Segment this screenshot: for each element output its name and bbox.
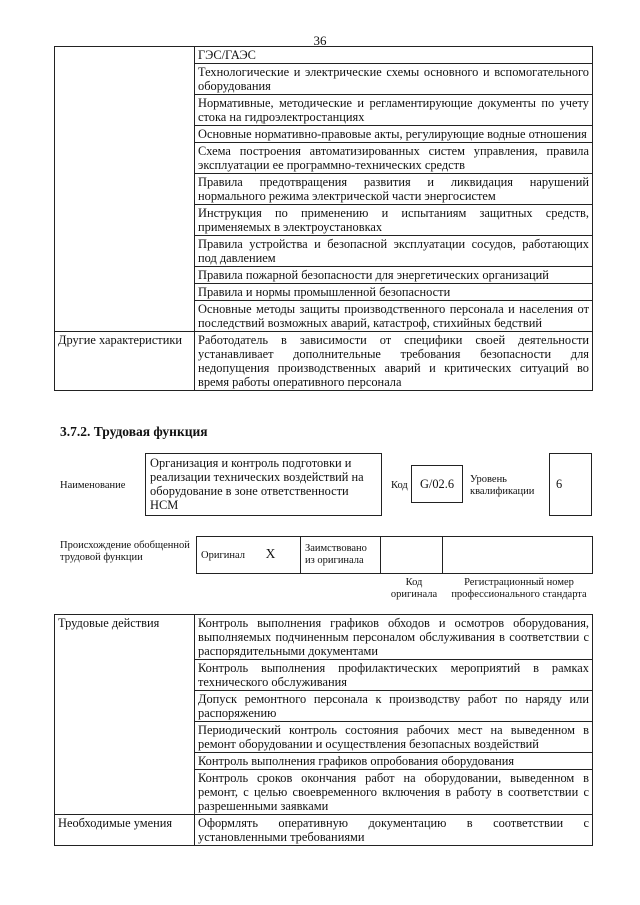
level-box <box>549 453 592 516</box>
row-item: Нормативные, методические и регламентирующие документы по учету стока на гидроэлектростанциях <box>195 95 593 126</box>
row-item: Правила пожарной безопасности для энергетических организаций <box>195 267 593 284</box>
row-item: Контроль сроков окончания работ на оборудовании, выведенном в ремонт, с целью своевременного включения в работу в соответствии с разрешенными заявками <box>195 770 593 815</box>
borrowed-label: Заимствовано из оригинала <box>305 543 367 566</box>
reg-number-caption: Регистрационный номер профессионального стандарта <box>451 577 587 600</box>
function-name: Организация и контроль подготовки и реализации технических воздействий на оборудование в зоне ответственности НСМ <box>150 456 364 512</box>
row-item: Правила и нормы промышленной безопасности <box>195 284 593 301</box>
table-row <box>55 815 593 846</box>
reg-number-cell <box>443 537 593 574</box>
code-original-caption: Код оригинала <box>390 577 438 600</box>
function-code-box <box>411 465 463 503</box>
row-label: Необходимые умения <box>55 815 195 846</box>
level-label: Уровень квалификации <box>470 474 535 497</box>
row-item: Допуск ремонтного персонала к производству работ по наряду или распоряжению <box>195 691 593 722</box>
row-label: Трудовые действия <box>55 615 195 815</box>
section-title: 3.7.2. Трудовая функция <box>60 424 208 439</box>
row-item: Оформлять оперативную документацию в соответствии с установленными требованиями <box>195 815 593 846</box>
continuation-table <box>54 46 593 391</box>
function-name-box <box>145 453 382 516</box>
origin-label: Происхождение обобщенной трудовой функции <box>60 540 190 563</box>
code-original-cell <box>381 537 443 574</box>
borrowed-cell <box>301 537 381 574</box>
row-item: Технологические и электрические схемы основного и вспомогательного оборудования <box>195 64 593 95</box>
row-item: Основные методы защиты производственного персонала и населения от последствий возможных аварий, катастроф, стихийных бедствий <box>195 301 593 332</box>
table-row <box>55 332 593 391</box>
row-item: Периодический контроль состояния рабочих мест на выведенном в ремонт оборудовании и осуществления безопасных воздействий <box>195 722 593 753</box>
table-row <box>55 615 593 660</box>
row-item: Работодатель в зависимости от специфики своей деятельности устанавливает дополнительные требования безопасности для недопущения производственных аварий и критических ситуаций во время работы оперативного персонала <box>195 332 593 391</box>
page-number: 36 <box>313 33 327 48</box>
labor-table <box>54 614 593 846</box>
level-value: 6 <box>556 477 563 491</box>
row-item: Контроль выполнения профилактических мероприятий в рамках технического обслуживания <box>195 660 593 691</box>
origin-original-cell <box>197 537 301 574</box>
table-row <box>55 47 593 64</box>
row-label: Другие характеристики <box>55 332 195 391</box>
origin-table <box>196 536 593 574</box>
code-label: Код <box>391 480 408 491</box>
row-label <box>55 47 195 332</box>
row-item: Правила устройства и безопасной эксплуатации сосудов, работающих под давлением <box>195 236 593 267</box>
row-item: Контроль выполнения графиков опробования оборудования <box>195 753 593 770</box>
row-item: ГЭС/ГАЭС <box>195 47 593 64</box>
name-label: Наименование <box>60 480 126 491</box>
function-code: G/02.6 <box>419 476 455 491</box>
row-item: Схема построения автоматизированных систем управления, правила эксплуатации ее программно-технических средств <box>195 143 593 174</box>
row-item: Правила предотвращения развития и ликвидация нарушений нормального режима электрической части энергосистем <box>195 174 593 205</box>
row-item: Контроль выполнения графиков обходов и осмотров оборудования, выполняемых подчиненным персоналом обслуживания в соответствии с распорядительными документами <box>195 615 593 660</box>
row-item: Инструкция по применению и испытаниям защитных средств, применяемых в электроустановках <box>195 205 593 236</box>
original-label: Оригинал <box>201 550 245 561</box>
original-mark: X <box>265 546 276 561</box>
row-item: Основные нормативно-правовые акты, регулирующие водные отношения <box>195 126 593 143</box>
